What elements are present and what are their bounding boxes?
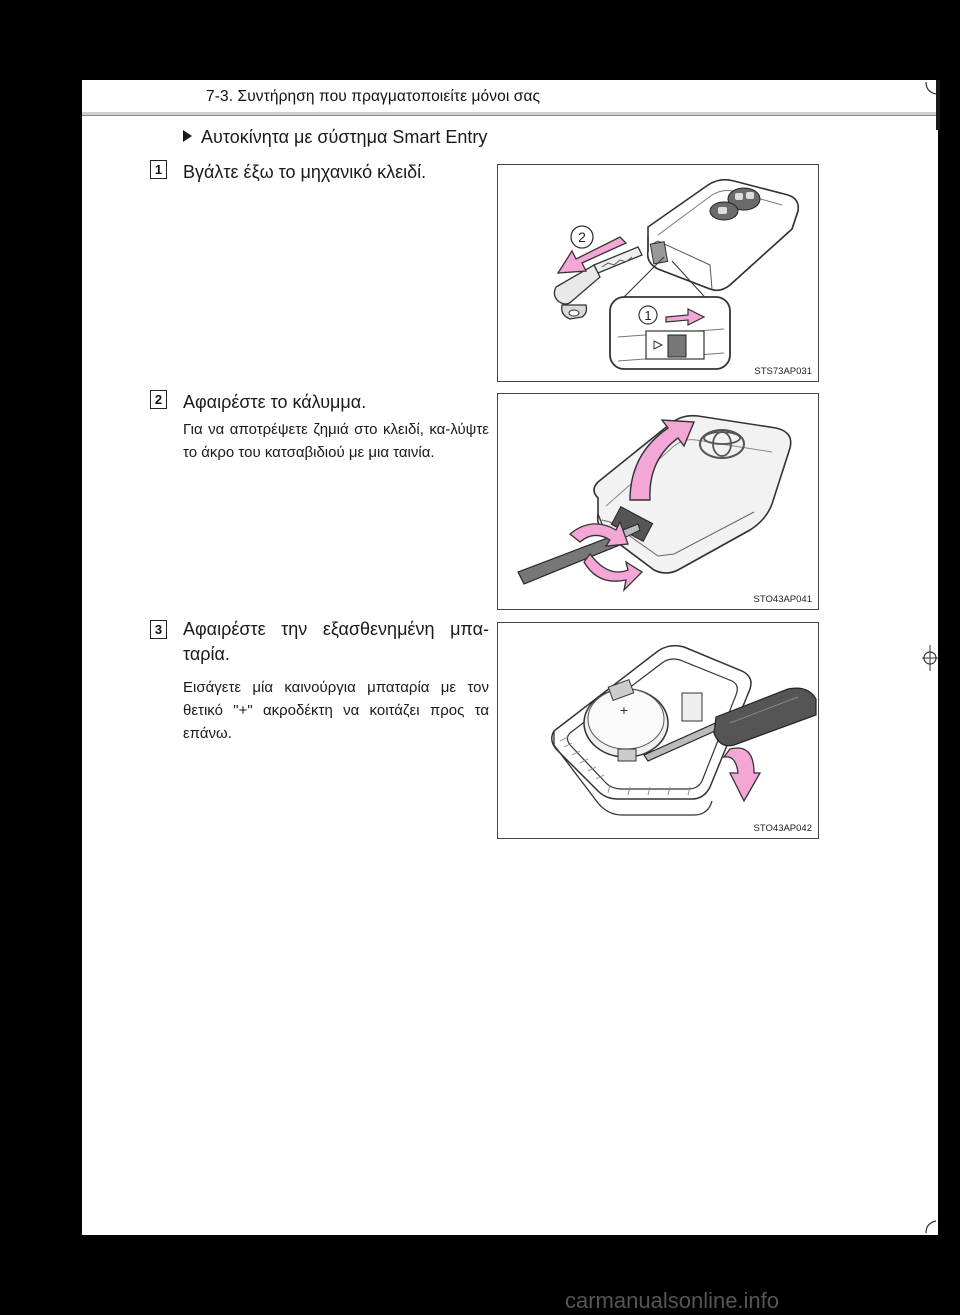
svg-text:+: + (619, 702, 629, 718)
battery-removal-illustration (498, 623, 818, 838)
watermark: carmanualsonline.info (565, 1288, 780, 1313)
figure-remove-cover (497, 393, 819, 610)
figure-remove-mechanical-key (497, 164, 819, 382)
step-title: Αφαιρέστε το κάλυμμα. (183, 392, 367, 412)
figure-code: STO43AP042 (753, 823, 812, 834)
header-section-title: 7-3. Συντήρηση που πραγματοποιείτε μόνοι σας (206, 88, 541, 105)
callout-2-label: 2 (578, 229, 586, 245)
step-number-badge: 2 (150, 390, 167, 409)
page-edge-bar (936, 80, 940, 130)
step-note: Εισάγετε μία καινούργια μπαταρία με τον θετικό "+" ακροδέκτη να κοιτάζει προς τα επάνω. (183, 679, 489, 742)
section-heading (183, 127, 487, 148)
section-heading-text: Αυτοκίνητα με σύστημα Smart Entry (201, 127, 488, 147)
smart-key-illustration (498, 165, 818, 381)
step-title: Βγάλτε έξω το μηχανικό κλειδί. (183, 162, 427, 182)
step-note: Για να αποτρέψετε ζημιά στο κλειδί, κα-λύψτε το άκρο του κατσαβιδιού με μια ταινία. (183, 421, 489, 461)
crosshair-mark-icon (922, 645, 938, 671)
figure-code: STS73AP031 (754, 366, 812, 377)
key-cover-illustration (498, 394, 818, 609)
figure-code: STO43AP041 (753, 594, 812, 605)
figure-remove-battery (497, 622, 819, 839)
step-number-badge: 3 (150, 620, 167, 639)
callout-1-label: 1 (644, 308, 652, 323)
registration-mark-icon (924, 1215, 938, 1235)
header-rule-line (82, 115, 938, 116)
step-title: Αφαιρέστε την εξασθενημένη μπα-ταρία. (183, 619, 489, 664)
triangle-bullet-icon (183, 130, 192, 142)
step-number-badge: 1 (150, 160, 167, 179)
manual-page (82, 80, 938, 1235)
